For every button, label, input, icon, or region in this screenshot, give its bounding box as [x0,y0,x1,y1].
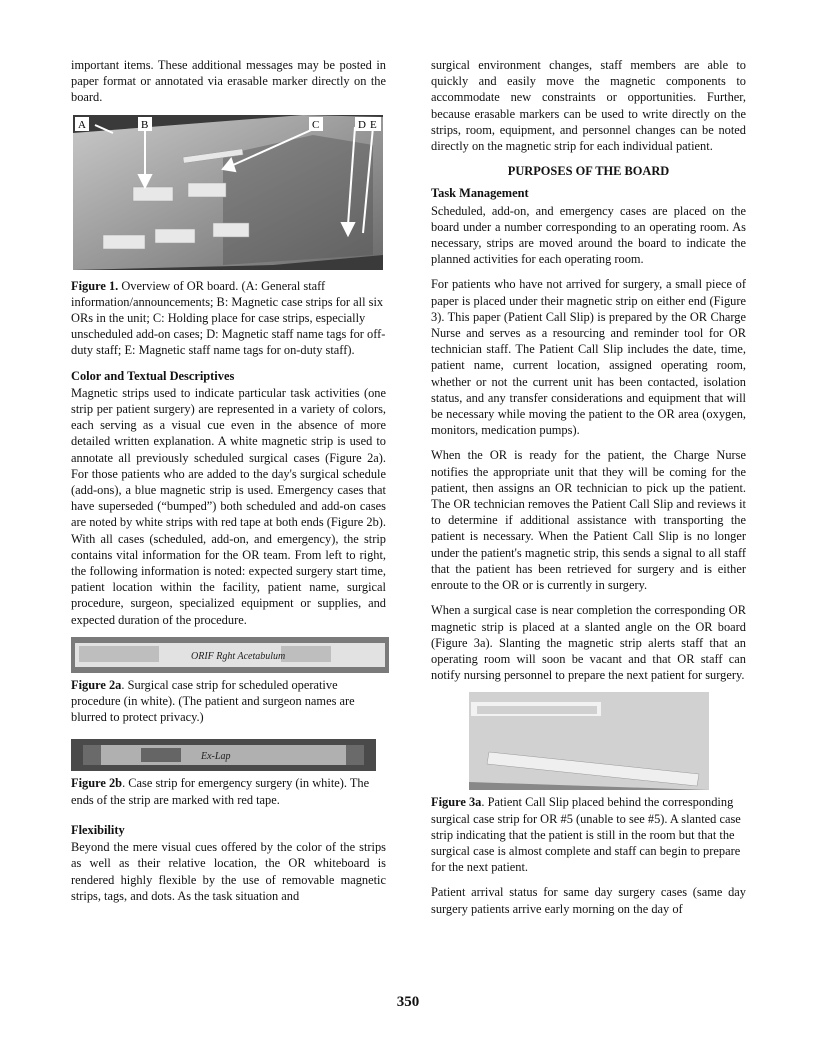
figure-1-label: Figure 1. [71,278,119,293]
task-management-heading: Task Management [431,186,529,201]
flexibility-heading: Flexibility [71,822,125,837]
figure-1-text: Overview of OR board. (A: General staff information/announcements; B: Magnetic case strips for all six ORs in the unit; C: Holding place for case strips, especially unscheduled add-on cases; D: Magnetic staff name tags for off-duty staff; E: Magnetic staff name tags for on-duty staff). [71,278,386,358]
figure-2b-photo [71,739,376,771]
task-paragraph-1: Scheduled, add-on, and emergency cases are placed on the board under a number corresponding to an operating room. As necessary, strips are moved around the board to indicate the planned activities for each operating room. [431,203,746,267]
figure-1-caption [71,278,386,359]
right-column [431,57,746,926]
figure-2b-caption [71,775,386,807]
task-paragraph-3: When the OR is ready for the patient, the Charge Nurse notifies the appropriate unit that they will be coming for the patient, then assigns an OR technician to pick up the patient. The OR technician removes the Patient Call Slip and reviews it to determine if additional assistance with transporting the patient is necessary. When the Patient Call Slip is no longer under the patient's magnetic strip, this sends a signal to all staff that the patient has been retrieved for surgery and is either enroute to the OR or is currently in surgery. [431,448,746,593]
task-paragraph-2: For patients who have not arrived for surgery, a small piece of paper is placed under their magnetic strip on either end (Figure 3). This paper (Patient Call Slip) is prepared by the OR Charge Nurse and serves as a resourcing and reminder tool for OR technician staff. The Patient Call Slip includes the date, time, patient name, current location, assigned operating room, whether or not the current unit has been contacted, isolation status, and any transfer considerations and equipment that will be necessary while moving the patient to the OR area (oxygen, monitors, medication pumps). [431,277,746,438]
figure-2a-label: Figure 2a [71,677,122,692]
figure-1-marker-a: A [78,118,86,131]
red-tape-left [83,745,101,765]
figure-3a-label: Figure 3a [431,795,482,810]
figure-1-marker-d: D [358,118,366,131]
flexibility-paragraph: Beyond the mere visual cues offered by the color of the strips as well as their relative location, the OR whiteboard is rendered highly flexible by the use of removable magnetic strips, tags, and dots. As the task situation and [71,840,386,903]
continued-paragraph: surgical environment changes, staff members are able to quickly and easily move the magnetic components to accommodate new constraints or opportunities. Further, because erasable markers can be used to write directly on the strips, room, equipment, and personnel changes can be noted directly on the magnetic strip for each individual patient. [431,58,746,154]
section-heading: PURPOSES OF THE BOARD [507,164,670,179]
page-number: 350 [396,994,420,1010]
figure-1-marker-e: E [370,118,377,131]
figure-2a-caption [71,677,386,726]
figure-3a-text: . Patient Call Slip placed behind the corresponding surgical case strip for OR #5 (unable to see #5). A slanted case strip indicating that the patient is still in the room but that the surgical case is almost complete and staff can begin to prepare for the next patient. [431,795,741,875]
figure-1-photo [73,115,383,270]
color-paragraph: Magnetic strips used to indicate particular task activities (one strip per patient surgery) are represented in a variety of colors, each serving as a visual cue even in the absence of more detailed written explanation. A white magnetic strip is used to annotate all previously scheduled surgical cases (Figure 2a). For those patients who are added to the day's surgical schedule (add-ons), a blue magnetic strip is used. Emergency cases that have superseded (“bumped”) both scheduled and add-on cases are noted by white strips with red tape at both ends (Figure 2b). With all cases (scheduled, add-on, and emergency), the strip contains vital information for the OR team. From left to right, the following information is noted: expected surgery start time, patient location within the facility, patient name, surgical procedure, surgeon, specialized equipment or supplies, and expected duration of the procedure. [71,385,386,627]
case-strip [477,706,597,714]
figure-3a-photo [469,692,709,790]
figure-2a-text: . Surgical case strip for scheduled operative procedure (in white). (The patient and surgeon names are blurred to protect privacy.) [71,677,355,725]
red-tape-right [346,745,364,765]
figure-1-marker-c: C [312,118,320,131]
arrival-paragraph: Patient arrival status for same day surgery cases (same day surgery patients arrive early morning on the day of [431,885,746,916]
figure-2b-strip-text: Ex-Lap [201,751,231,763]
figure-2a-strip-text: ORIF Rght Acetabulum [191,650,286,662]
left-column [71,57,386,913]
figure-3a-caption [431,794,746,875]
figure-2b-label: Figure 2b [71,776,123,791]
figure-2a-photo [71,637,389,673]
figure-1-marker-b: B [141,118,149,131]
intro-paragraph: important items. These additional messages may be posted in paper format or annotated via erasable marker directly on the board. [71,58,386,105]
color-heading: Color and Textual Descriptives [71,368,235,383]
task-paragraph-4: When a surgical case is near completion the corresponding OR magnetic strip is placed at a slanted angle on the OR board (Figure 3a). Slanting the magnetic strip alerts staff that an operating room will soon be vacant and that OR staff can notify nursing personnel to prepare the next patient for surgery. [431,603,746,683]
figure-2b-text: . Case strip for emergency surgery (in white). The ends of the strip are marked with red tape. [71,776,370,807]
